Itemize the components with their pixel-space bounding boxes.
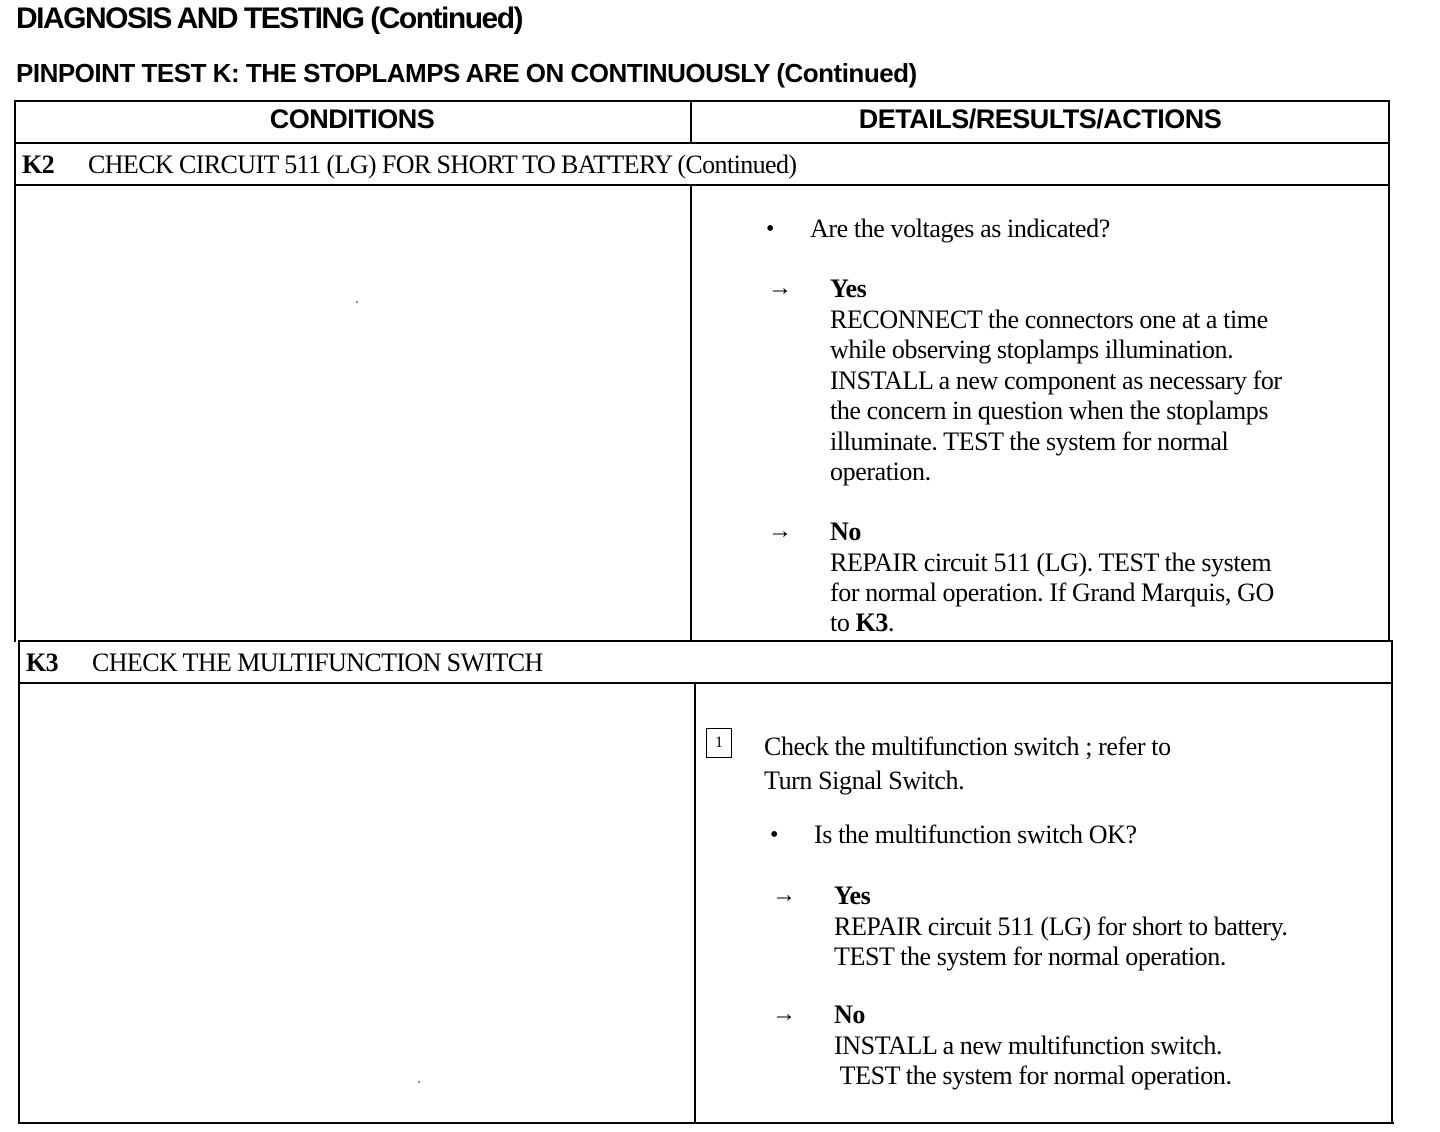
k2-yes-line: illuminate. TEST the system for normal	[830, 426, 1229, 456]
column-divider-k3	[694, 682, 696, 1124]
table-right-border-lower	[1391, 640, 1393, 1124]
k2-yes-line: the concern in question when the stoplamps	[830, 396, 1269, 425]
k2-title-bottom-border	[14, 184, 1390, 186]
k3-yes-label: Yes	[834, 881, 871, 910]
k2-yes-line: INSTALL a new component as necessary for	[830, 365, 1282, 395]
right-arrow-icon: →	[768, 275, 792, 301]
k2-no-label: No	[830, 517, 861, 546]
k2-no-last-prefix: to	[830, 608, 856, 637]
k2-yes-line: operation.	[830, 457, 931, 486]
k2-no-line-last	[830, 608, 894, 639]
k3-title-bottom-border	[18, 682, 1391, 684]
right-arrow-icon: →	[772, 882, 796, 908]
k2-no-line: for normal operation. If Grand Marquis, GO	[830, 578, 1274, 607]
right-arrow-icon: →	[772, 1001, 796, 1027]
k3-no-line: INSTALL a new multifunction switch.	[834, 1030, 1223, 1060]
column-divider-k2	[690, 184, 692, 642]
k3-title-top-border	[18, 640, 1391, 642]
step-k2-id: K2	[22, 150, 55, 179]
k3-no-label: No	[834, 1000, 865, 1029]
step-k2-title: CHECK CIRCUIT 511 (LG) FOR SHORT TO BATTERY (Continued)	[88, 150, 797, 179]
k3-no-line: TEST the system for normal operation.	[834, 1061, 1232, 1090]
table-top-border	[14, 100, 1390, 102]
column-header-details: DETAILS/RESULTS/ACTIONS	[858, 104, 1222, 134]
right-arrow-icon: →	[768, 518, 792, 544]
k2-no-last-suffix: .	[887, 608, 895, 637]
page-title: DIAGNOSIS AND TESTING (Continued)	[16, 2, 523, 35]
k2-yes-line: while observing stoplamps illumination.	[830, 335, 1234, 364]
k2-question: Are the voltages as indicated?	[810, 214, 1110, 243]
goto-k3-link[interactable]: K3	[855, 608, 888, 637]
step-number-box: 1	[706, 728, 732, 758]
k2-yes-line: RECONNECT the connectors one at a time	[830, 304, 1268, 334]
k3-instruction-line: Check the multifunction switch ; refer to	[764, 732, 1171, 761]
scan-speck	[418, 1081, 420, 1083]
k2-no-line: REPAIR circuit 511 (LG). TEST the system	[830, 547, 1272, 577]
k3-yes-line: TEST the system for normal operation.	[834, 942, 1226, 971]
table-left-border-lower	[18, 640, 20, 1124]
k3-question: Is the multifunction switch OK?	[814, 820, 1137, 849]
k3-instruction-line: Turn Signal Switch.	[764, 766, 965, 795]
scan-speck	[356, 301, 358, 303]
step-k3-title: CHECK THE MULTIFUNCTION SWITCH	[92, 648, 543, 677]
step-k3-title-row	[26, 648, 543, 678]
table-right-border	[1388, 100, 1390, 642]
bullet-icon: •	[770, 822, 779, 848]
pinpoint-test-title: PINPOINT TEST K: THE STOPLAMPS ARE ON CONTINUOUSLY (Continued)	[16, 58, 917, 88]
step-k2-title-row	[22, 150, 796, 180]
k2-yes-label: Yes	[830, 274, 867, 303]
k3-yes-line: REPAIR circuit 511 (LG) for short to battery.	[834, 911, 1288, 941]
column-header-conditions: CONDITIONS	[269, 104, 435, 134]
bullet-icon: •	[766, 216, 775, 242]
header-bottom-border	[14, 142, 1390, 144]
step-k3-id: K3	[26, 648, 59, 677]
table-left-border	[14, 100, 16, 642]
table-bottom-border	[20, 1122, 1394, 1124]
